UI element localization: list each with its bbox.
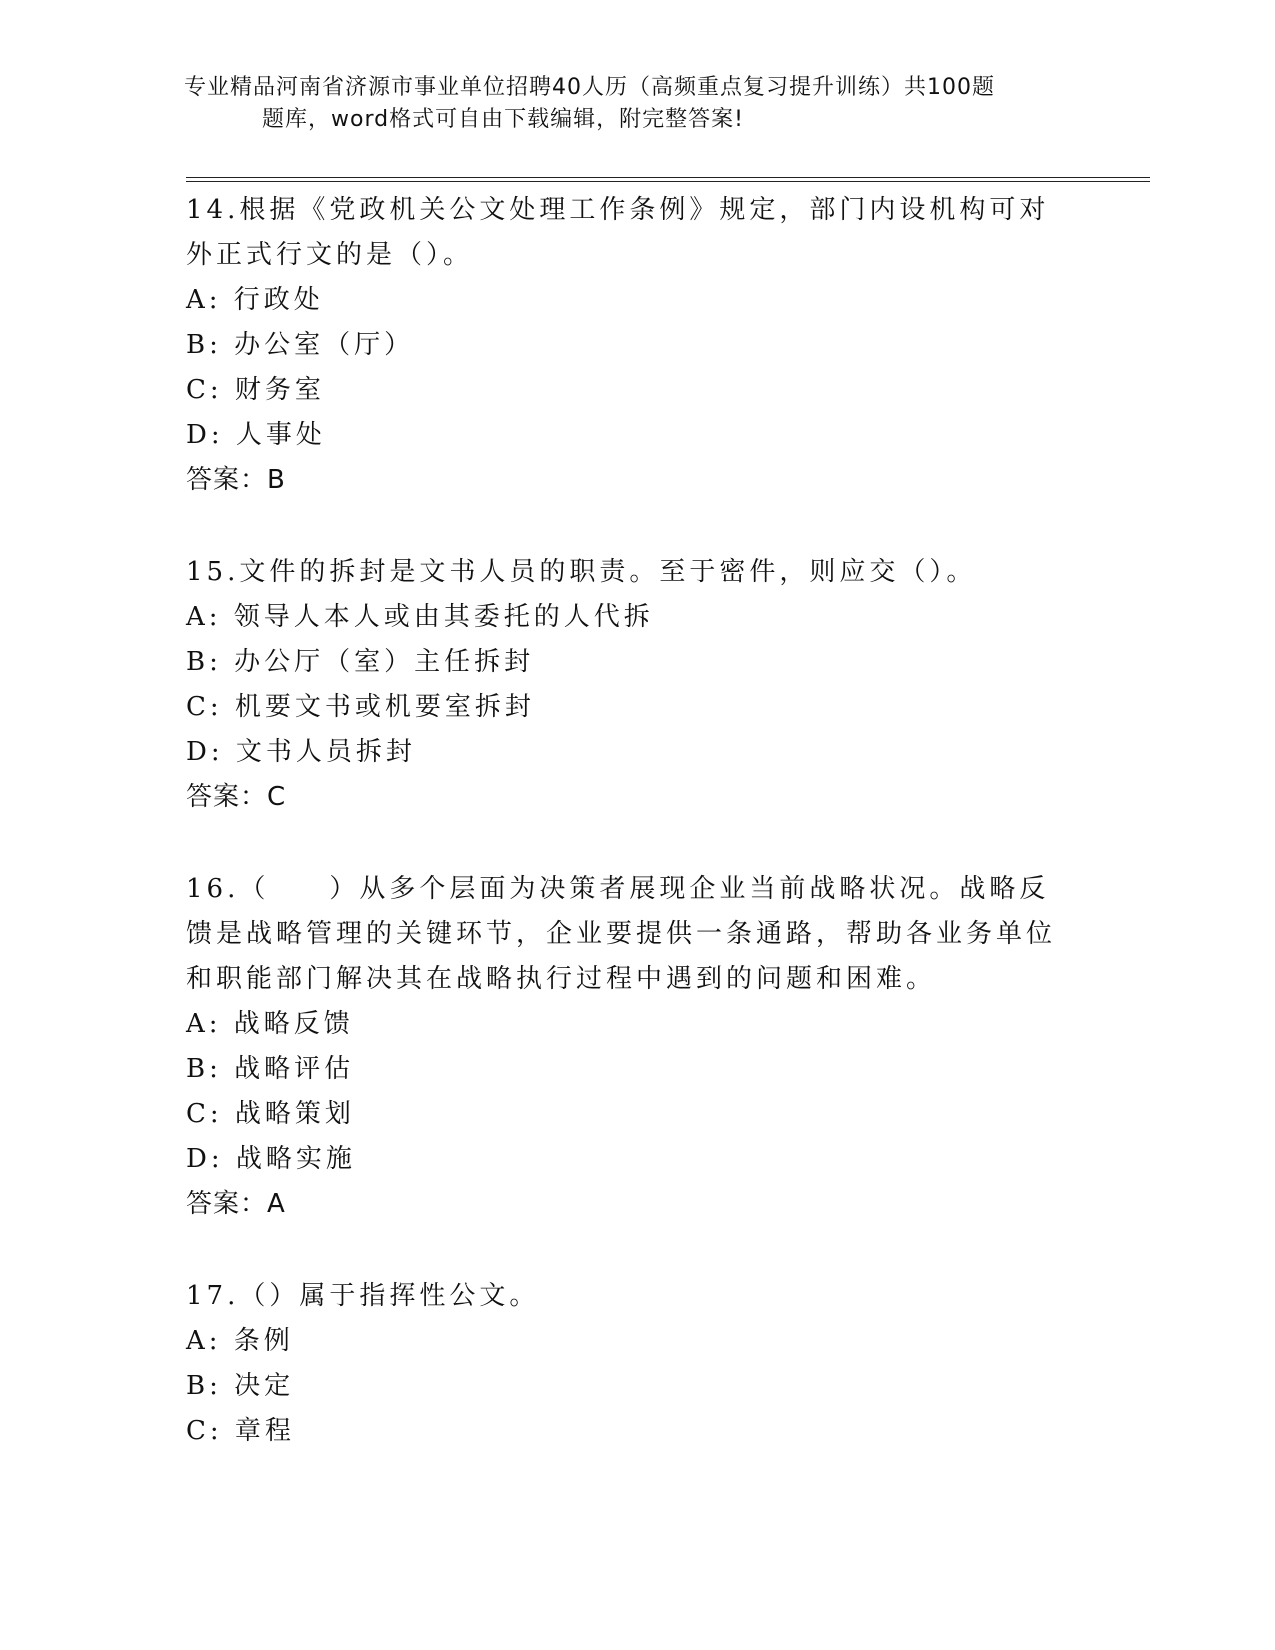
question-stem: 14.根据《党政机关公文处理工作条例》规定，部门内设机构可对外正式行文的是（）。 [186, 195, 1050, 270]
option-b: B: 战略评估 [186, 1054, 355, 1084]
question-stem: 15.文件的拆封是文书人员的职责。至于密件，则应交（）。 [186, 557, 977, 587]
option-c: C: 战略策划 [186, 1099, 355, 1129]
header-divider-bottom [186, 181, 1150, 182]
question-stem: 16.（ ）从多个层面为决策者展现企业当前战略状况。战略反馈是战略管理的关键环节，企业要提供一条通路，帮助各业务单位和职能部门解决其在战略执行过程中遇到的问题和困难。 [186, 874, 1057, 994]
header-title-line1: 专业精品河南省济源市事业单位招聘40人历（高频重点复习提升训练）共100题 [184, 75, 995, 100]
option-b: B: 决定 [186, 1371, 295, 1401]
answer-line: 答案：A [186, 1189, 286, 1219]
option-b: B: 办公室（厅） [186, 330, 415, 360]
question-17 [186, 1274, 1076, 1454]
option-d: D: 人事处 [186, 420, 326, 450]
question-15 [186, 550, 1076, 820]
option-a: A: 战略反馈 [186, 1009, 354, 1039]
header-title-line2: 题库，word格式可自由下载编辑，附完整答案! [262, 107, 744, 132]
question-stem: 17.（）属于指挥性公文。 [186, 1281, 540, 1311]
document-header [184, 72, 1064, 136]
question-16 [186, 867, 1076, 1227]
option-c: C: 财务室 [186, 375, 325, 405]
answer-line: 答案：B [186, 465, 286, 495]
option-a: A: 条例 [186, 1326, 294, 1356]
header-divider-top [186, 177, 1150, 178]
answer-line: 答案：C [186, 782, 287, 812]
question-14 [186, 188, 1076, 503]
option-b: B: 办公厅（室）主任拆封 [186, 647, 535, 677]
option-c: C: 机要文书或机要室拆封 [186, 692, 535, 722]
question-list [186, 188, 1076, 1501]
option-d: D: 文书人员拆封 [186, 737, 416, 767]
option-a: A: 行政处 [186, 285, 324, 315]
option-c: C: 章程 [186, 1416, 295, 1446]
option-a: A: 领导人本人或由其委托的人代拆 [186, 602, 654, 632]
option-d: D: 战略实施 [186, 1144, 356, 1174]
